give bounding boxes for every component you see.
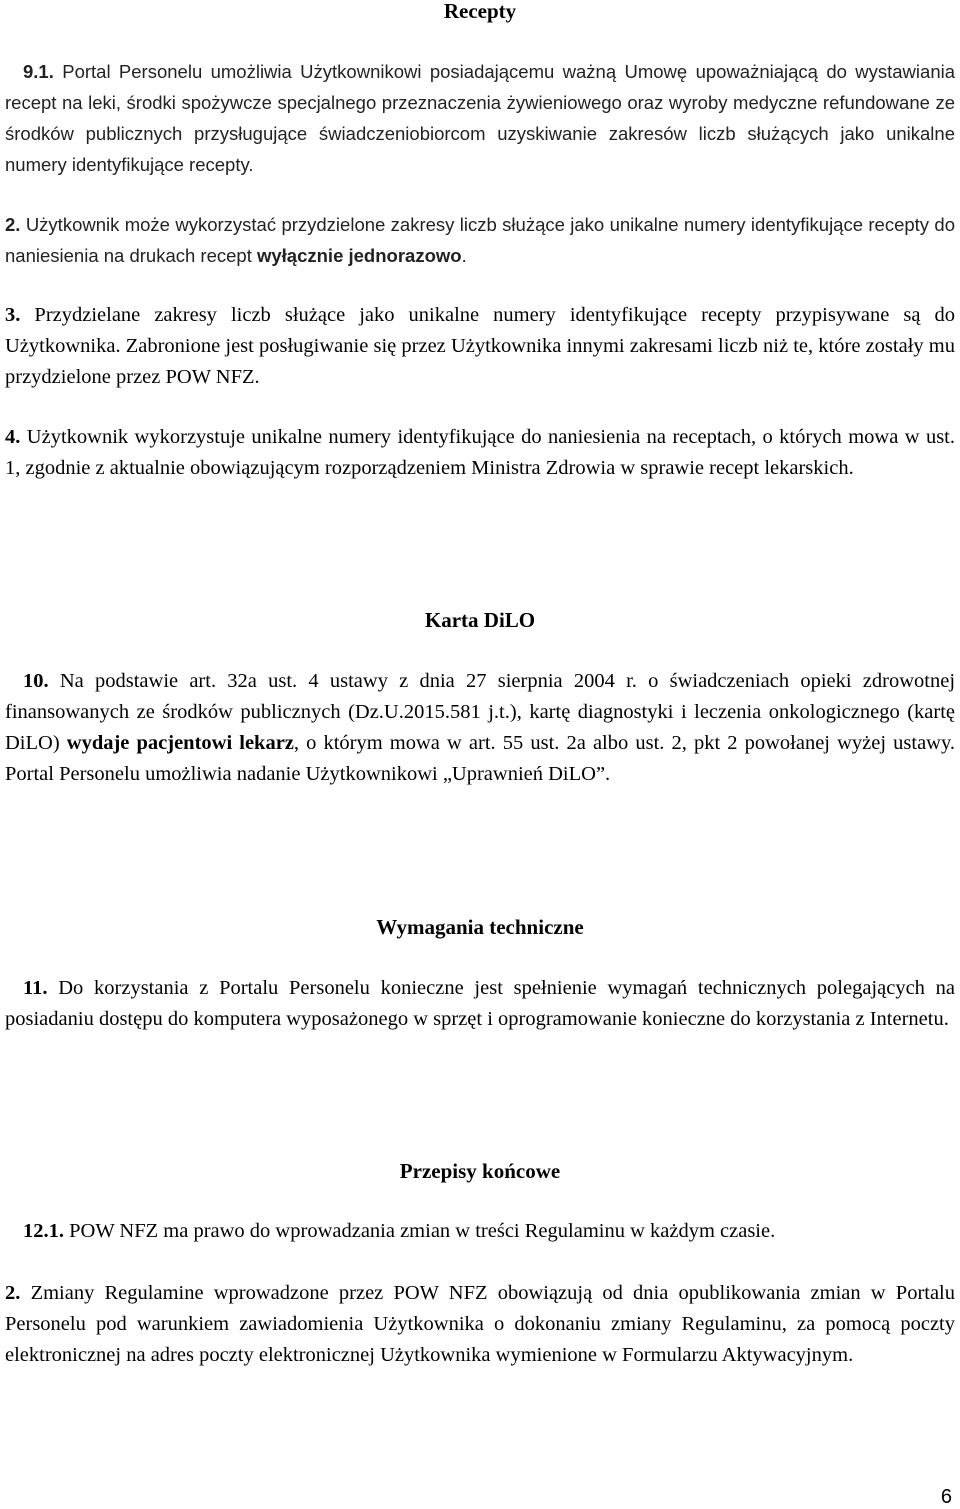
- paragraph-number: 11.: [23, 977, 48, 999]
- section-heading-dilo: Karta DiLO: [424, 608, 536, 632]
- paragraph-text: Zmiany Regulamine wprowadzone przez POW NFZ obowiązują od dnia opublikowania zmian w Portalu Personelu pod warunkiem zawiadomienia Użytkownika o dokonaniu zmiany Regulaminu, za pomocą poczty elektronicznej na adres poczty elektronicznej Użytkownika wymienione w Formularzu Aktywacyjnym.: [5, 1282, 956, 1366]
- paragraph-12-2: [5, 1278, 955, 1371]
- paragraph-text: Użytkownik może wykorzystać przydzielone zakresy liczb służące jako unikalne numery identyfikujące recepty do naniesienia na drukach recept: [5, 214, 955, 266]
- paragraph-number: 4.: [5, 426, 21, 448]
- paragraph-number: 3.: [5, 304, 21, 326]
- paragraph-9-1: [5, 56, 955, 180]
- paragraph-text: Użytkownik wykorzystuje unikalne numery identyfikujące do naniesienia na receptach, o których mowa w ust. 1, zgodnie z aktualnie obowiązującym rozporządzeniem Ministra Zdrowia w sprawie recept lekarskich.: [5, 426, 955, 479]
- paragraph-text-2: Zabronione jest posługiwanie się przez Użytkownika innymi zakresami liczb niż te, które zostały mu przydzielone przez POW NFZ.: [5, 335, 955, 388]
- paragraph-number: 12.1.: [23, 1220, 64, 1242]
- section-heading-tech: Wymagania techniczne: [376, 915, 584, 939]
- section-heading-final: Przepisy końcowe: [399, 1159, 561, 1183]
- paragraph-bold-text: wyłącznie jednorazowo: [256, 245, 462, 266]
- paragraph-number: 2.: [5, 214, 21, 235]
- section-heading-recepty: Recepty: [443, 0, 517, 23]
- paragraph-number: 10.: [23, 670, 49, 692]
- paragraph-text: Do korzystania z Portalu Personelu konieczne jest spełnienie wymagań technicznych polegających na posiadaniu dostępu do komputera wyposażonego w sprzęt i oprogramowanie konieczne do korzystania z Internetu.: [5, 977, 955, 1030]
- paragraph-number: 2.: [5, 1282, 21, 1304]
- paragraph-text: POW NFZ ma prawo do wprowadzania zmian w treści Regulaminu w każdym czasie.: [69, 1220, 776, 1242]
- paragraph-11: [5, 973, 955, 1035]
- paragraph-end: .: [461, 245, 467, 266]
- paragraph-text: Portal Personelu umożliwia Użytkownikowi posiadającemu ważną Umowę upoważniającą do wystawiania recept na leki, środki spożywcze specjalnego przeznaczenia żywieniowego oraz wyroby medyczne refundowane ze środków publicznych przysługujące świadczeniobiorcom uzyskiwanie zakresów liczb służących jako unikalne numery identyfikujące recepty.: [5, 61, 956, 175]
- paragraph-text: Przydzielane zakresy liczb służące jako unikalne numery identyfikujące recepty przypisywane są do Użytkownika.: [5, 304, 955, 357]
- paragraph-4: [5, 422, 955, 484]
- paragraph-2: [5, 209, 955, 271]
- paragraph-text-end: , o którym mowa w art. 55 ust. 2a albo ust. 2, pkt 2 powołanej wyżej ustawy. Portal Personelu umożliwia nadanie Użytkownikowi „Uprawnień DiLO”.: [5, 732, 956, 785]
- paragraph-number: 9.1.: [23, 61, 54, 82]
- paragraph-10: [5, 666, 955, 790]
- paragraph-12-1: [5, 1216, 955, 1247]
- paragraph-text: Na podstawie art. 32a ust. 4 ustawy z dnia 27 sierpnia 2004 r. o świadczeniach opieki zdrowotnej finansowanych ze środków publicznych (Dz.U.2015.581 j.t.), kartę diagnostyki i leczenia onkologicznego (kartę DiLO): [5, 670, 956, 754]
- paragraph-bold-text: wydaje pacjentowi lekarz: [66, 732, 294, 754]
- paragraph-3: [5, 300, 955, 393]
- page-number: 6: [940, 1486, 952, 1508]
